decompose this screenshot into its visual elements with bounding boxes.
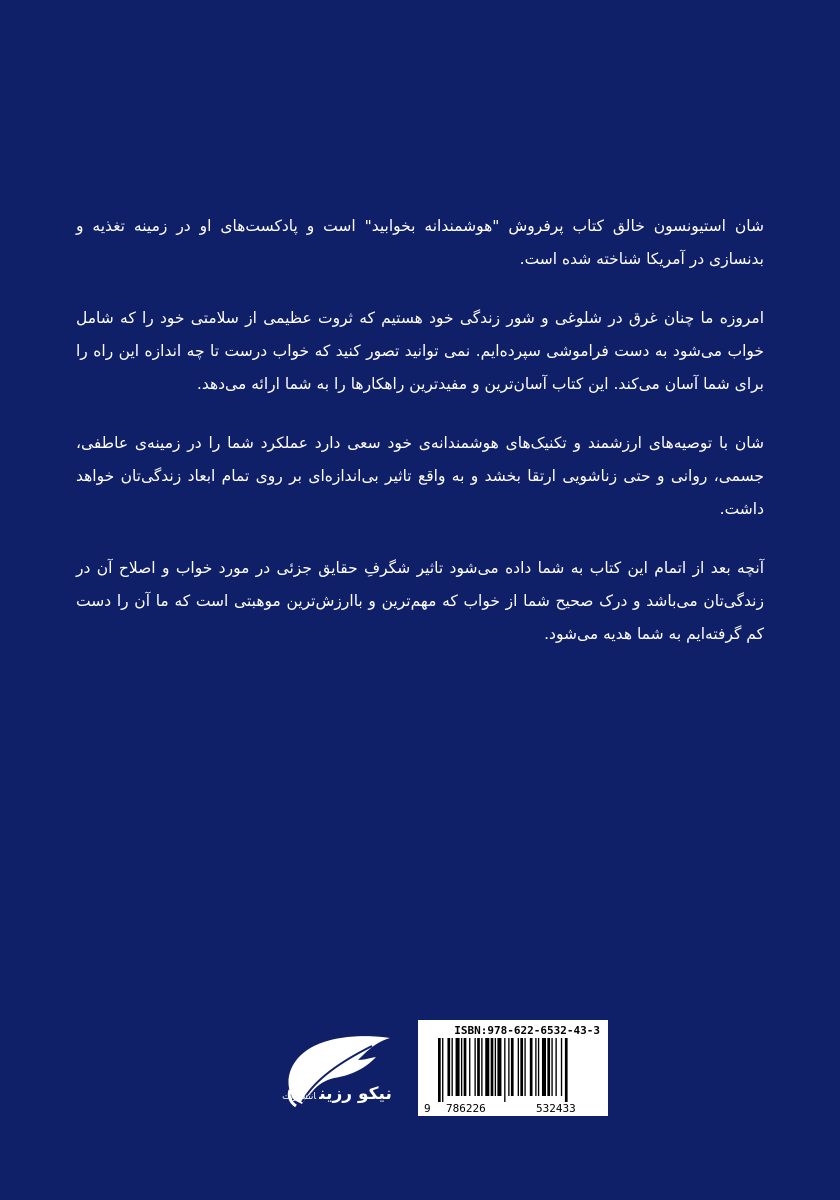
publisher-brand: نیکو رزین (319, 1084, 392, 1104)
barcode-bars (424, 1038, 602, 1102)
isbn-label: ISBN:978-622-6532-43-3 (454, 1024, 600, 1037)
blurb-paragraph-1: شان استیونسون خالق کتاب پرفروش "هوشمندانه بخوابید" است و پادکست‌های او در زمینه تغذیه و بدنسازی در آمریکا شناخته شده است. (76, 217, 764, 268)
blurb-paragraph-3: شان با توصیه‌های ارزشمند و تکنیک‌های هوشمندانه‌ی خود سعی دارد عملکرد شما را در زمینه‌ی عاطفی، جسمی، روانی و حتی زناشویی ارتقا بخشد و به واقع تاثیر بی‌اندازه‌ای بر روی تمام ابعاد زندگی‌تان خواهد داشت. (76, 434, 764, 518)
publisher-logo (272, 1030, 402, 1116)
blurb-paragraph-2: امروزه ما چنان غرق در شلوغی و شور زندگی خود هستیم که ثروت عظیمی از سلامتی خود را که شامل خواب می‌شود به دست فراموشی سپرده‌ایم. نمی توانید تصور کنید که خواب درست تا چه اندازه این راه را برای شما آسان می‌کند. این کتاب آسان‌ترین و مفیدترین راهکارها را به شما ارائه می‌دهد. (76, 309, 764, 393)
blurb-paragraph-4: آنچه بعد از اتمام این کتاب به شما داده می‌شود تاثیر شگرفِ حقایق جزئی در مورد خواب و اصلاح آن در زندگی‌تان می‌باشد و درک صحیح شما از خواب که مهم‌ترین و باارزش‌ترین موهبتی است که ما آن را دست کم گرفته‌ایم به شما هدیه می‌شود. (76, 559, 764, 643)
barcode-digit-lead: 9 (424, 1102, 431, 1115)
publisher-name (278, 1084, 396, 1104)
barcode-digits-left: 786226 (446, 1102, 486, 1115)
publisher-prefix: انتشارات (282, 1092, 317, 1102)
isbn-barcode (418, 1020, 608, 1116)
barcode-digits-right: 532433 (536, 1102, 576, 1115)
blurb (76, 210, 764, 677)
barcode-digits (424, 1102, 602, 1116)
